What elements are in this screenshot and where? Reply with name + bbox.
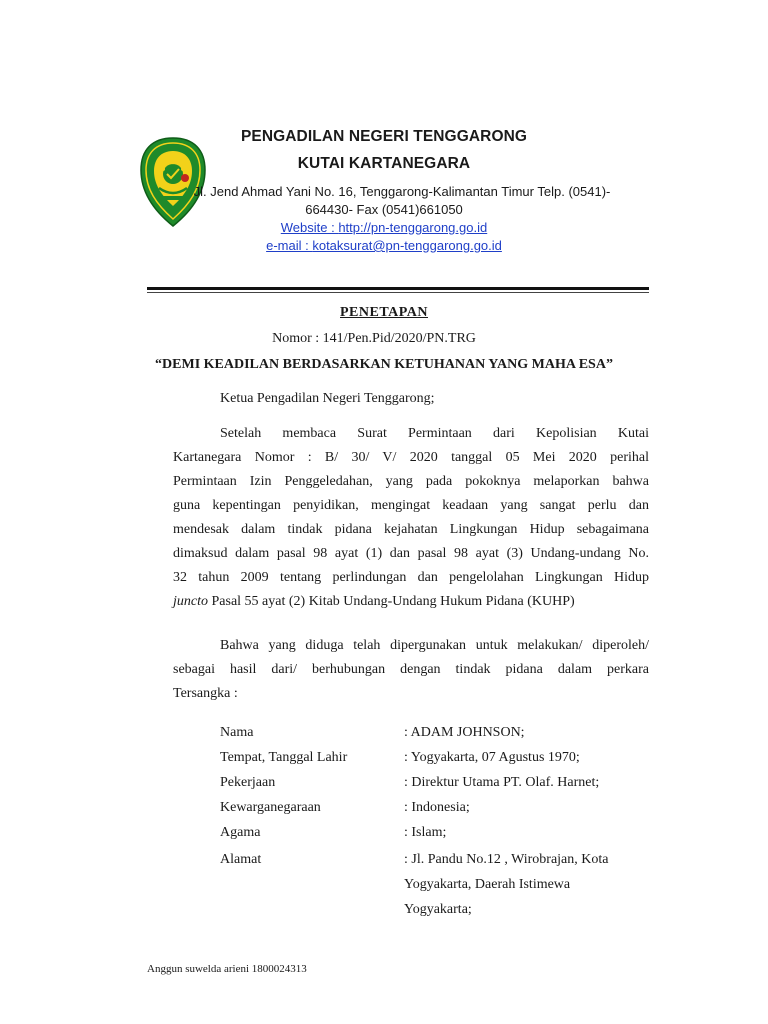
- footer-author: Anggun suwelda arieni 1800024313: [147, 963, 307, 975]
- header-divider-thin: [147, 292, 649, 293]
- nationality-label: Kewarganegaraan: [220, 800, 321, 815]
- website-label: Website :: [280, 220, 339, 235]
- court-region: KUTAI KARTANEGARA: [297, 155, 471, 172]
- header-divider-thick: [147, 287, 649, 290]
- para1-line: Permintaan Izin Penggeledahan, yang pada pokoknya melaporkan bahwa: [173, 474, 649, 489]
- suspect-religion-row: [220, 825, 660, 849]
- paragraph-suspect-intro: [173, 634, 649, 706]
- nationality-value: : Indonesia;: [404, 800, 470, 815]
- name-label: Nama: [220, 725, 254, 740]
- birth-label: Tempat, Tanggal Lahir: [220, 750, 348, 765]
- occupation-value: : Direktur Utama PT. Olaf. Harnet;: [404, 775, 600, 790]
- address-line-2: 664430- Fax (0541)661050: [305, 202, 463, 217]
- para1-line: Setelah membaca Surat Permintaan dari Kepolisian Kutai: [220, 426, 649, 441]
- document-number: Nomor : 141/Pen.Pid/2020/PN.TRG: [272, 331, 476, 346]
- name-value: : ADAM JOHNSON;: [404, 725, 525, 740]
- para1-line: [173, 590, 649, 614]
- court-name: PENGADILAN NEGERI TENGGARONG: [240, 128, 528, 145]
- email-label: e-mail :: [266, 238, 313, 253]
- suspect-occupation-row: [220, 775, 660, 799]
- juncto-term: juncto: [173, 594, 208, 609]
- para1-line: dimaksud dalam pasal 98 ayat (1) dan pasal 98 ayat (3) Undang-undang No.: [173, 546, 649, 561]
- occupation-label: Pekerjaan: [220, 775, 276, 790]
- address-label: Alamat: [220, 852, 262, 867]
- address-value-line-1: : Jl. Pandu No.12 , Wirobrajan, Kota: [404, 852, 609, 867]
- para2-line: Tersangka :: [173, 686, 238, 701]
- suspect-nationality-row: [220, 800, 660, 824]
- para2-line: sebagai hasil dari/ berhubungan dengan tindak pidana dalam perkara: [173, 662, 649, 677]
- para1-line: guna kepentingan penyidikan, mengingat keadaan yang sangat perlu dan: [173, 498, 649, 513]
- document-title: PENETAPAN: [340, 305, 428, 320]
- address-value-line-2: Yogyakarta, Daerah Istimewa: [404, 877, 571, 892]
- email-line: [0, 238, 768, 253]
- para1-line: mendesak dalam tindak pidana kejahatan Lingkungan Hidup sebagaimana: [173, 522, 649, 537]
- suspect-birth-row: [220, 750, 660, 774]
- addressee: Ketua Pengadilan Negeri Tenggarong;: [220, 391, 435, 406]
- para1-line-rest: Pasal 55 ayat (2) Kitab Undang-Undang Hukum Pidana (KUHP): [208, 594, 575, 609]
- paragraph-request: [173, 422, 649, 614]
- address-line-1: Jl. Jend Ahmad Yani No. 16, Tenggarong-Kalimantan Timur Telp. (0541)-: [193, 184, 611, 199]
- address-value-line-3: Yogyakarta;: [404, 902, 472, 917]
- document-motto: “DEMI KEADILAN BERDASARKAN KETUHANAN YANG MAHA ESA”: [155, 357, 613, 372]
- website-link[interactable]: http://pn-tenggarong.go.id: [338, 220, 488, 235]
- birth-value: : Yogyakarta, 07 Agustus 1970;: [404, 750, 580, 765]
- religion-label: Agama: [220, 825, 261, 840]
- email-link[interactable]: kotaksurat@pn-tenggarong.go.id: [312, 238, 502, 253]
- religion-value: : Islam;: [404, 825, 447, 840]
- para1-line: 32 tahun 2009 tentang perlindungan dan pengelolahan Lingkungan Hidup: [173, 570, 649, 585]
- suspect-name-row: [220, 725, 660, 749]
- website-line: [0, 220, 768, 235]
- para1-line: Kartanegara Nomor : B/ 30/ V/ 2020 tanggal 05 Mei 2020 perihal: [173, 450, 649, 465]
- suspect-address-row: [220, 852, 660, 876]
- para2-line: Bahwa yang diduga telah dipergunakan untuk melakukan/ diperoleh/: [220, 638, 649, 653]
